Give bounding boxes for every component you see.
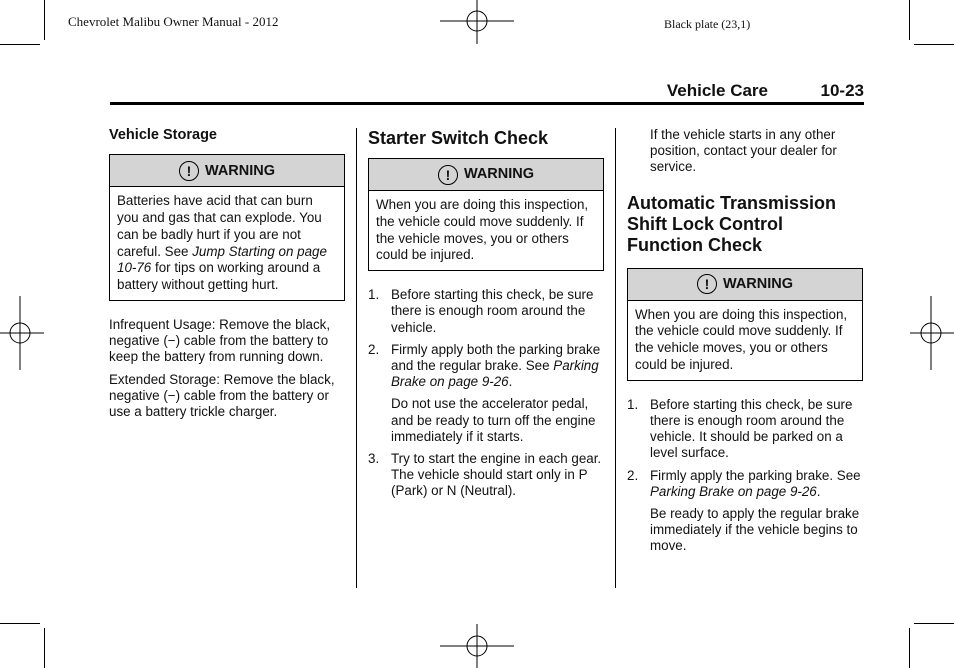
list-item [368,451,604,500]
warning-text: When you are doing this inspection, the vehicle could move suddenly. If the vehicle moves, you or others could be injured. [376,197,589,263]
crop-mark [914,44,954,45]
step-text: Firmly apply the parking brake. See [650,467,861,483]
page-number: 10-23 [820,81,864,100]
registration-mark-right [910,296,954,370]
step-note: Do not use the accelerator pedal, and be ready to turn off the engine immediately if it starts. [391,396,596,444]
step-number: 2. [627,467,639,483]
list-item [627,397,863,462]
section-title: Vehicle Care [666,81,768,100]
cross-reference: Parking Brake on page 9-26 [650,483,817,499]
list-item [368,287,604,336]
warning-box [109,154,345,301]
warning-label: WARNING [722,276,794,292]
step-text-end: . [816,483,821,499]
step-number: 2. [368,341,380,357]
step-number: 1. [627,396,639,412]
continuation-text: If the vehicle starts in any other position, contact your dealer for service. [650,127,837,175]
warning-header [369,159,603,191]
column-divider [356,128,357,588]
warning-icon: ! [438,165,458,185]
column-divider [615,128,616,588]
warning-label: WARNING [463,166,535,183]
extended-storage-paragraph: Extended Storage: Remove the black, negative (−) cable from the battery or use a battery trickle charger. [109,371,335,419]
warning-icon: ! [697,274,717,294]
crop-mark [914,623,954,624]
step-number: 1. [368,287,380,303]
warning-text-end: for tips on working around a battery without getting hurt. [117,260,321,293]
warning-label: WARNING [204,162,276,179]
step-text: Before starting this check, be sure there is enough room around the vehicle. It should be parked on a level surface. [650,396,853,461]
step-note: Be ready to apply the regular brake immediately if the vehicle begins to move. [650,506,860,554]
step-text-end: . [508,374,513,390]
column-3 [627,127,863,561]
cross-reference: Jump Starting on page 10-76 [117,243,327,276]
warning-box [627,268,863,381]
step-text: Firmly apply both the parking brake and the regular brake. See [391,341,601,373]
warning-text [110,187,344,300]
manual-title: Chevrolet Malibu Owner Manual - 2012 [68,14,279,29]
column-2 [368,127,604,506]
crop-mark [909,628,910,668]
registration-mark-top [440,0,514,44]
crop-mark [44,628,45,668]
vehicle-storage-heading: Vehicle Storage [109,127,217,143]
infrequent-usage-paragraph: Infrequent Usage: Remove the black, negative (−) cable from the battery to keep the battery from running down. [109,316,331,365]
starter-switch-heading: Starter Switch Check [368,128,549,148]
registration-mark-bottom [440,624,514,668]
running-head [110,80,864,105]
crop-mark [0,44,40,45]
warning-text: When you are doing this inspection, the vehicle could move suddenly. If the vehicle moves, you or others could be injured. [635,306,848,372]
cross-reference: Parking Brake on page 9-26 [391,358,599,390]
step-number: 3. [368,451,380,467]
crop-mark [0,623,40,624]
step-text: Before starting this check, be sure there is enough room around the vehicle. [391,287,594,335]
list-item [368,342,604,391]
column-1 [109,127,345,420]
warning-box [368,158,604,271]
procedure-list [368,287,604,499]
crop-mark [44,0,45,40]
registration-mark-left [0,296,44,370]
warning-header [110,155,344,187]
shift-lock-heading: Automatic Transmission Shift Lock Control Function Check [627,192,837,255]
warning-icon: ! [179,161,199,181]
plate-label: Black plate (23,1) [664,17,751,31]
step-text: Try to start the engine in each gear. The vehicle should start only in P (Park) or N (Neutral). [391,451,602,499]
warning-header [628,269,862,301]
warning-text-start: Batteries have acid that can burn you and gas that can explode. You can be badly hurt if you are not careful. See [117,193,322,259]
crop-mark [909,0,910,40]
procedure-list [627,397,863,555]
list-item [627,468,863,500]
